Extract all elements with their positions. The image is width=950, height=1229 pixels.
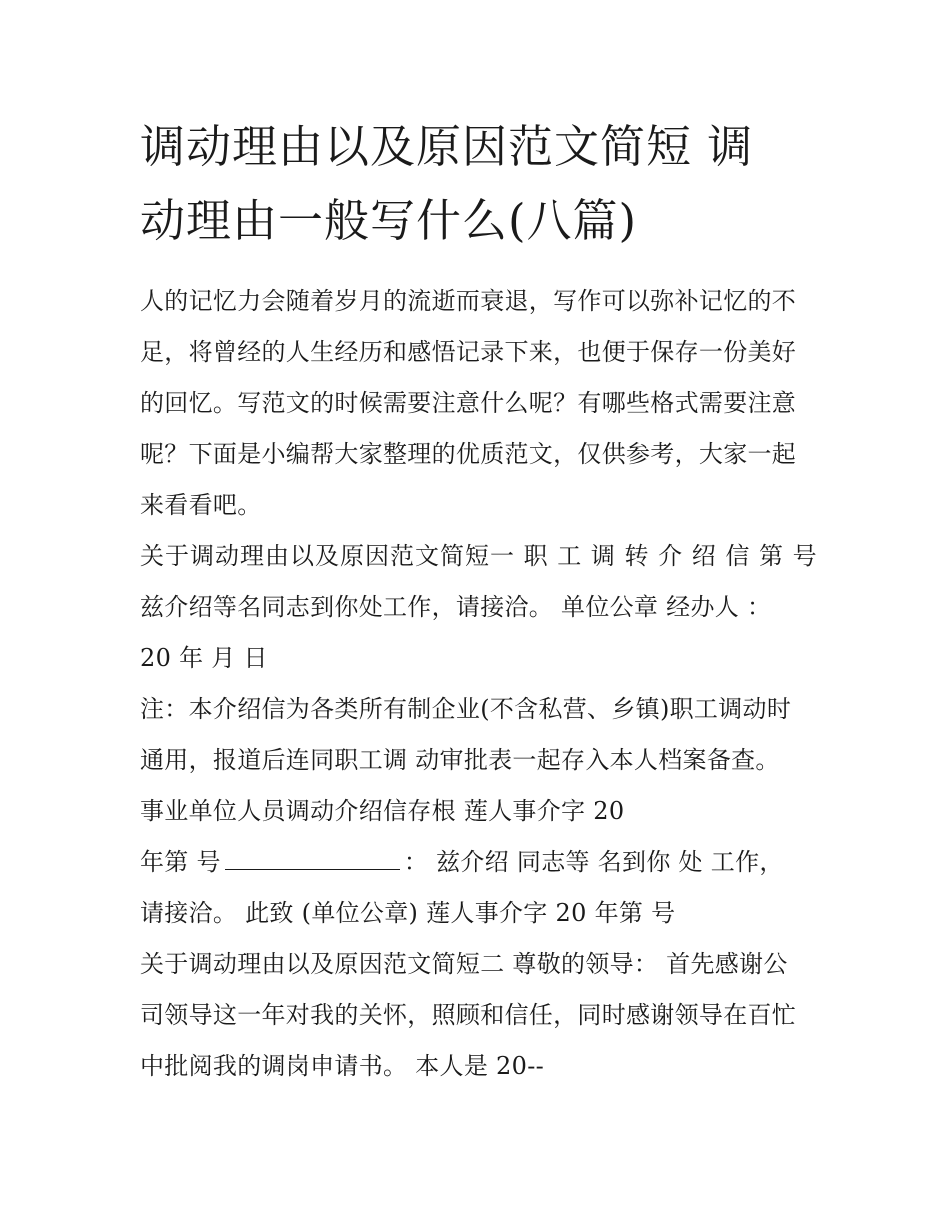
section1-heading: 关于调动理由以及原因范文简短一 职 工 调 转 介 绍 信 第 号 (140, 542, 818, 570)
fill-in-blank (225, 843, 400, 870)
section1-blank-line (140, 841, 820, 892)
section1-note-line: 注：本介绍信为各类所有制企业(不含私营、乡镇)职工调动时 (140, 695, 792, 723)
document-body (140, 280, 820, 1096)
title-line-2: 动理由一般写什么(八篇) (140, 194, 638, 247)
intro-line: 足，将曾经的人生经历和感悟记录下来，也便于保存一份美好 (140, 338, 797, 366)
section1-note-line: 通用，报道后连同职工调 动审批表一起存入本人档案备查。 (140, 746, 780, 774)
section1-line: 兹介绍等名同志到你处工作，请接洽。 单位公章 经办人 ： (140, 593, 772, 621)
section1-date-line: 20 年 月 日 (140, 644, 268, 672)
section1-line: 请接洽。 此致 (单位公章) 莲人事介字 20 年第 号 (140, 899, 676, 927)
title-line-1: 调动理由以及原因范文简短 调 (140, 120, 754, 173)
section2-line: 司领导这一年对我的关怀，照顾和信任，同时感谢领导在百忙 (140, 1001, 797, 1029)
section2-line: 中批阅我的调岗申请书。 本人是 20-- (140, 1052, 545, 1080)
intro-line: 来看看吧。 (140, 491, 262, 519)
section2-heading: 关于调动理由以及原因范文简短二 尊敬的领导： 首先感谢公 (140, 950, 788, 978)
blank-line-prefix: 年第 号 (140, 848, 221, 876)
intro-line: 的回忆。写范文的时候需要注意什么呢？有哪些格式需要注意 (140, 389, 797, 417)
intro-line: 人的记忆力会随着岁月的流逝而衰退，写作可以弥补记忆的不 (140, 287, 797, 315)
blank-line-suffix: ： 兹介绍 同志等 名到你 处 工作， (403, 848, 784, 876)
section1-stub-line: 事业单位人员调动介绍信存根 莲人事介字 20 (140, 797, 625, 825)
document-title (140, 110, 820, 258)
intro-line: 呢？下面是小编帮大家整理的优质范文，仅供参考，大家一起 (140, 440, 797, 468)
